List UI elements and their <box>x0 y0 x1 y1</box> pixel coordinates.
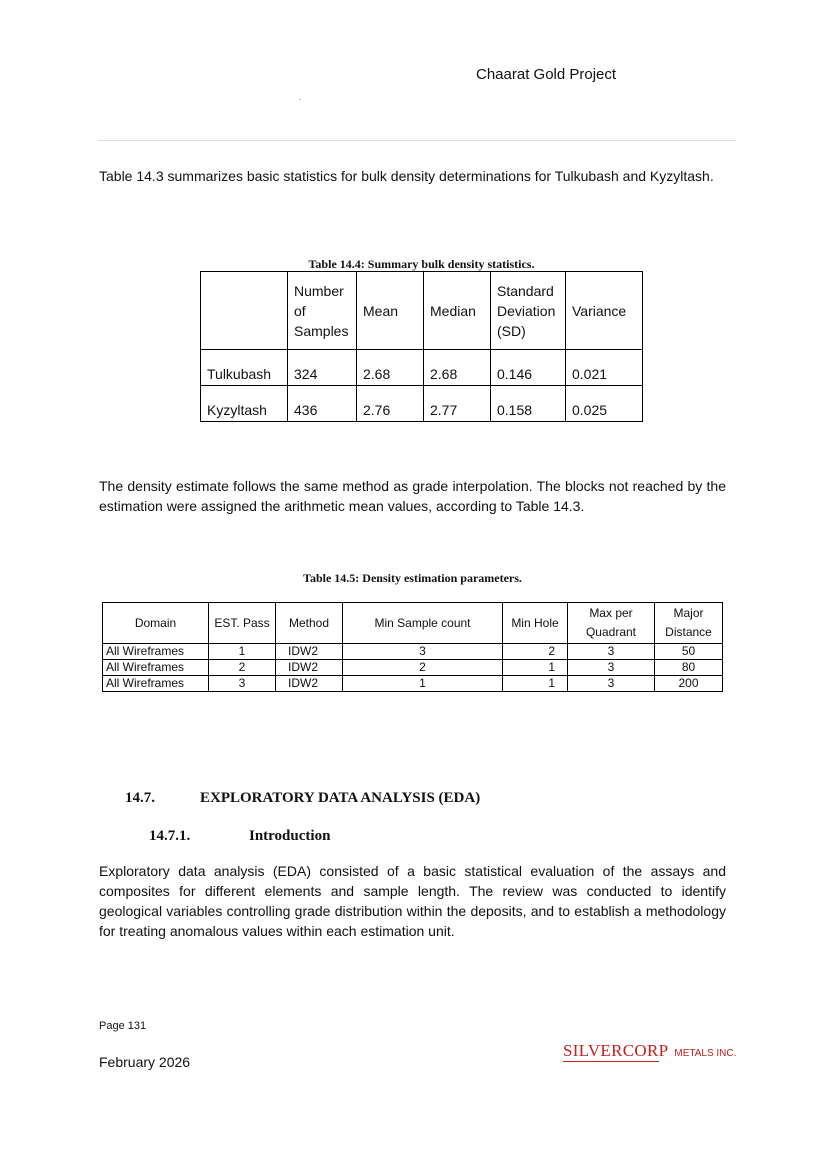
table-cell: 1 <box>209 644 276 660</box>
table-header-cell: Max per Quadrant <box>568 603 655 644</box>
table2-caption: Table 14.5: Density estimation parameters. <box>303 571 522 585</box>
table-cell: 2.68 <box>424 350 491 386</box>
table-cell: 3 <box>343 644 503 660</box>
table-header-cell: Min Hole <box>503 603 568 644</box>
table-cell: All Wireframes <box>103 644 209 660</box>
logo-underline <box>563 1061 659 1062</box>
table-cell: 0.021 <box>566 350 643 386</box>
table-header-cell: Mean <box>357 272 424 350</box>
table-cell: 50 <box>655 644 723 660</box>
table-header-cell: Min Sample count <box>343 603 503 644</box>
table-row <box>103 660 723 676</box>
table-cell: 2.76 <box>357 386 424 422</box>
table-cell: 1 <box>343 676 503 692</box>
table-cell: 2 <box>343 660 503 676</box>
density-paragraph: The density estimate follows the same method as grade interpolation. The blocks not reached by the estimation were assigned the arithmetic mean values, according to Table 14.3. <box>99 478 726 514</box>
table-row <box>201 350 643 386</box>
footer-page-number: Page 131 <box>99 1020 147 1032</box>
table-cell: IDW2 <box>276 644 343 660</box>
table-cell: 3 <box>568 660 655 676</box>
table-header-cell: Major Distance <box>655 603 723 644</box>
table-cell: 2 <box>503 644 568 660</box>
table-cell: 0.025 <box>566 386 643 422</box>
table-header-row <box>103 603 723 644</box>
table-cell: IDW2 <box>276 676 343 692</box>
table-cell: 2.77 <box>424 386 491 422</box>
table-cell: 200 <box>655 676 723 692</box>
table-header-row <box>201 272 643 350</box>
table-row <box>103 644 723 660</box>
eda-paragraph: Exploratory data analysis (EDA) consisted of a basic statistical evaluation of the assays and composites for different elements and sample length. The review was conducted to identify geological variables controlling grade distribution within the deposits, and to establish a methodology for treating anomalous values within each estimation unit. <box>99 863 726 939</box>
table-cell: 1 <box>503 676 568 692</box>
header-title: Chaarat Gold Project <box>476 66 617 83</box>
header-dot: . <box>299 93 302 102</box>
table-row <box>201 386 643 422</box>
density-estimation-table <box>102 602 723 692</box>
table-cell: 0.146 <box>491 350 566 386</box>
subsection-title: Introduction <box>249 828 331 844</box>
silvercorp-logo <box>563 1041 736 1061</box>
table-cell: 80 <box>655 660 723 676</box>
footer-date: February 2026 <box>99 1054 191 1070</box>
table-cell: 3 <box>568 676 655 692</box>
table-cell: 1 <box>503 660 568 676</box>
table-cell: 436 <box>288 386 357 422</box>
table-cell: All Wireframes <box>103 676 209 692</box>
section-number: 14.7. <box>125 790 155 806</box>
table-header-cell: Median <box>424 272 491 350</box>
header-divider <box>98 140 736 141</box>
table-cell: 324 <box>288 350 357 386</box>
table-cell: Tulkubash <box>201 350 288 386</box>
bulk-density-table <box>200 271 643 422</box>
table-cell: IDW2 <box>276 660 343 676</box>
table-cell: 3 <box>209 676 276 692</box>
table-row <box>103 676 723 692</box>
logo-sub-text: METALS INC. <box>674 1048 737 1059</box>
table-header-cell: Standard Deviation (SD) <box>491 272 566 350</box>
table-cell: Kyzyltash <box>201 386 288 422</box>
table-header-cell: Method <box>276 603 343 644</box>
table-header-cell: EST. Pass <box>209 603 276 644</box>
table-cell: 3 <box>568 644 655 660</box>
table-header-cell: Variance <box>566 272 643 350</box>
logo-main-text: SILVERCORP <box>563 1041 669 1060</box>
table-header-cell <box>201 272 288 350</box>
table-cell: 2 <box>209 660 276 676</box>
section-title: EXPLORATORY DATA ANALYSIS (EDA) <box>200 790 481 806</box>
table-header-cell: Domain <box>103 603 209 644</box>
table-cell: All Wireframes <box>103 660 209 676</box>
table-header-cell: Number of Samples <box>288 272 357 350</box>
intro-paragraph: Table 14.3 summarizes basic statistics for bulk density determinations for Tulkubash and Kyzyltash. <box>99 168 714 184</box>
table-cell: 2.68 <box>357 350 424 386</box>
table-cell: 0.158 <box>491 386 566 422</box>
table1-caption: Table 14.4: Summary bulk density statistics. <box>308 257 535 271</box>
subsection-number: 14.7.1. <box>149 828 191 844</box>
